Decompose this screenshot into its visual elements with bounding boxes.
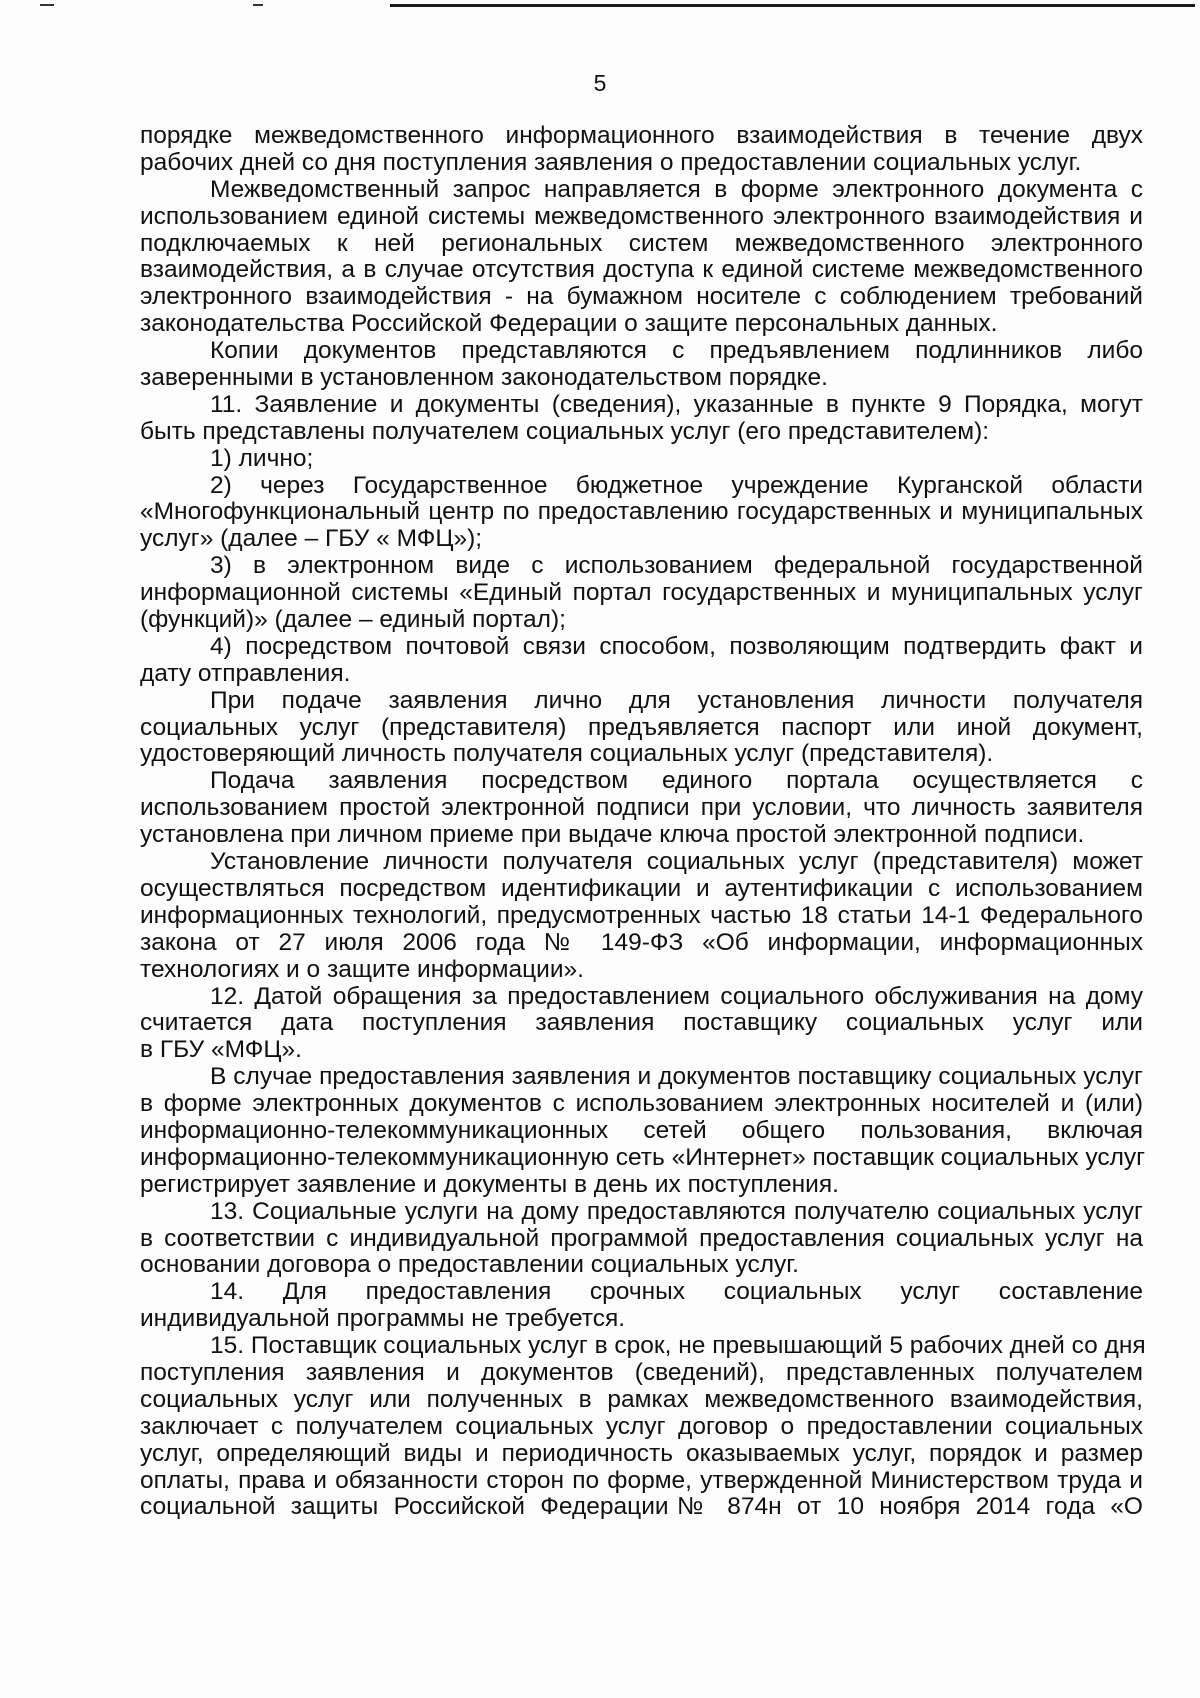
text-line: дату отправления.: [140, 659, 351, 687]
text-line: удостоверяющий личность получателя социальных услуг (представителя).: [140, 740, 994, 768]
text-line: считается дата поступления заявления поставщику социальных услуг или: [140, 1009, 1143, 1037]
text-line: «Многофункциональный центр по предоставлению государственных и муниципальных: [140, 498, 1143, 526]
page-number: 5: [593, 70, 607, 96]
text-line: оплаты, права и обязанности сторон по форме, утвержденной Министерством труда и: [140, 1466, 1143, 1494]
text-line: закона от 27 июля 2006 года № 149-ФЗ «Об информации, информационных: [140, 928, 1143, 956]
document-body: [140, 122, 1146, 1521]
text-line: информационно-телекоммуникационную сеть «Интернет» поставщик социальных услуг: [140, 1143, 1146, 1171]
text-line: Межведомственный запрос направляется в форме электронного документа с: [210, 175, 1143, 203]
text-line: заверенными в установленном законодательством порядке.: [140, 364, 828, 392]
text-line: 11. Заявление и документы (сведения), указанные в пункте 9 Порядка, могут: [210, 390, 1143, 418]
text-line: (функций)» (далее – единый портал);: [140, 606, 566, 634]
text-line: рабочих дней со дня поступления заявления о предоставлении социальных услуг.: [140, 148, 1082, 176]
text-line: в форме электронных документов с использованием электронных носителей и (или): [140, 1090, 1143, 1118]
text-line: осуществляться посредством идентификации и аутентификации с использованием: [140, 874, 1143, 902]
text-line: быть представлены получателем социальных услуг (его представителем):: [140, 417, 990, 445]
text-line: 1) лично;: [210, 444, 314, 472]
text-line: услуг, определяющий виды и периодичность оказываемых услуг, порядок и размер: [140, 1439, 1143, 1467]
text-line: 2) через Государственное бюджетное учреждение Курганской области: [210, 471, 1143, 499]
text-line: подключаемых к ней региональных систем межведомственного электронного: [140, 229, 1143, 257]
scan-mark: [40, 4, 54, 6]
top-border-line: [390, 4, 1195, 7]
text-line: поступления заявления и документов (сведений), представленных получателем: [140, 1358, 1143, 1386]
text-line: В случае предоставления заявления и документов поставщику социальных услуг: [210, 1063, 1143, 1091]
text-line: установлена при личном приеме при выдаче ключа простой электронной подписи.: [140, 821, 1085, 849]
text-line: социальных услуг (представителя) предъявляется паспорт или иной документ,: [140, 713, 1143, 741]
text-line: При подаче заявления лично для установления личности получателя: [210, 686, 1143, 714]
text-line: электронного взаимодействия - на бумажном носителе с соблюдением требований: [140, 283, 1143, 311]
text-line: Копии документов представляются с предъявлением подлинников либо: [210, 337, 1143, 365]
text-line: использованием простой электронной подписи при условии, что личность заявителя: [140, 794, 1143, 822]
text-line: порядке межведомственного информационного взаимодействия в течение двух: [140, 122, 1143, 149]
text-line: 12. Датой обращения за предоставлением социального обслуживания на дому: [210, 982, 1143, 1010]
text-line: 14. Для предоставления срочных социальных услуг составление: [210, 1278, 1143, 1306]
text-line: основании договора о предоставлении социальных услуг.: [140, 1251, 799, 1279]
text-line: 15. Поставщик социальных услуг в срок, не превышающий 5 рабочих дней со дня: [210, 1332, 1146, 1360]
text-line: социальной защиты Российской Федерации№ 874н от 10 ноября 2014 года «О: [140, 1493, 1143, 1521]
text-line: в ГБУ «МФЦ».: [140, 1036, 302, 1064]
text-line: индивидуальной программы не требуется.: [140, 1305, 626, 1333]
text-line: законодательства Российской Федерации о защите персональных данных.: [140, 310, 998, 338]
scan-mark: [253, 4, 263, 6]
text-line: 4) посредством почтовой связи способом, позволяющим подтвердить факт и: [210, 632, 1143, 660]
text-line: заключает с получателем социальных услуг договор о предоставлении социальных: [140, 1412, 1143, 1440]
text-line: Подача заявления посредством единого портала осуществляется с: [210, 767, 1143, 795]
text-line: взаимодействия, а в случае отсутствия доступа к единой системе межведомственного: [140, 256, 1143, 284]
text-line: информационных технологий, предусмотренных частью 18 статьи 14-1 Федерального: [140, 901, 1143, 929]
text-line: информационно-телекоммуникационных сетей общего пользования, включая: [140, 1116, 1143, 1144]
text-line: информационной системы «Единый портал государственных и муниципальных услуг: [140, 579, 1143, 607]
text-line: социальных услуг или полученных в рамках межведомственного взаимодействия,: [140, 1385, 1143, 1413]
text-line: регистрирует заявление и документы в день их поступления.: [140, 1170, 839, 1198]
text-line: 3) в электронном виде с использованием федеральной государственной: [210, 552, 1143, 580]
text-line: использованием единой системы межведомственного электронного взаимодействия и: [140, 202, 1143, 230]
text-line: Установление личности получателя социальных услуг (представителя) может: [210, 848, 1143, 876]
text-line: услуг» (далее – ГБУ « МФЦ»);: [140, 525, 483, 553]
text-line: в соответствии с индивидуальной программой предоставления социальных услуг на: [140, 1224, 1143, 1252]
text-line: 13. Социальные услуги на дому предоставляются получателю социальных услуг: [210, 1197, 1143, 1225]
text-line: технологиях и о защите информации».: [140, 955, 584, 983]
